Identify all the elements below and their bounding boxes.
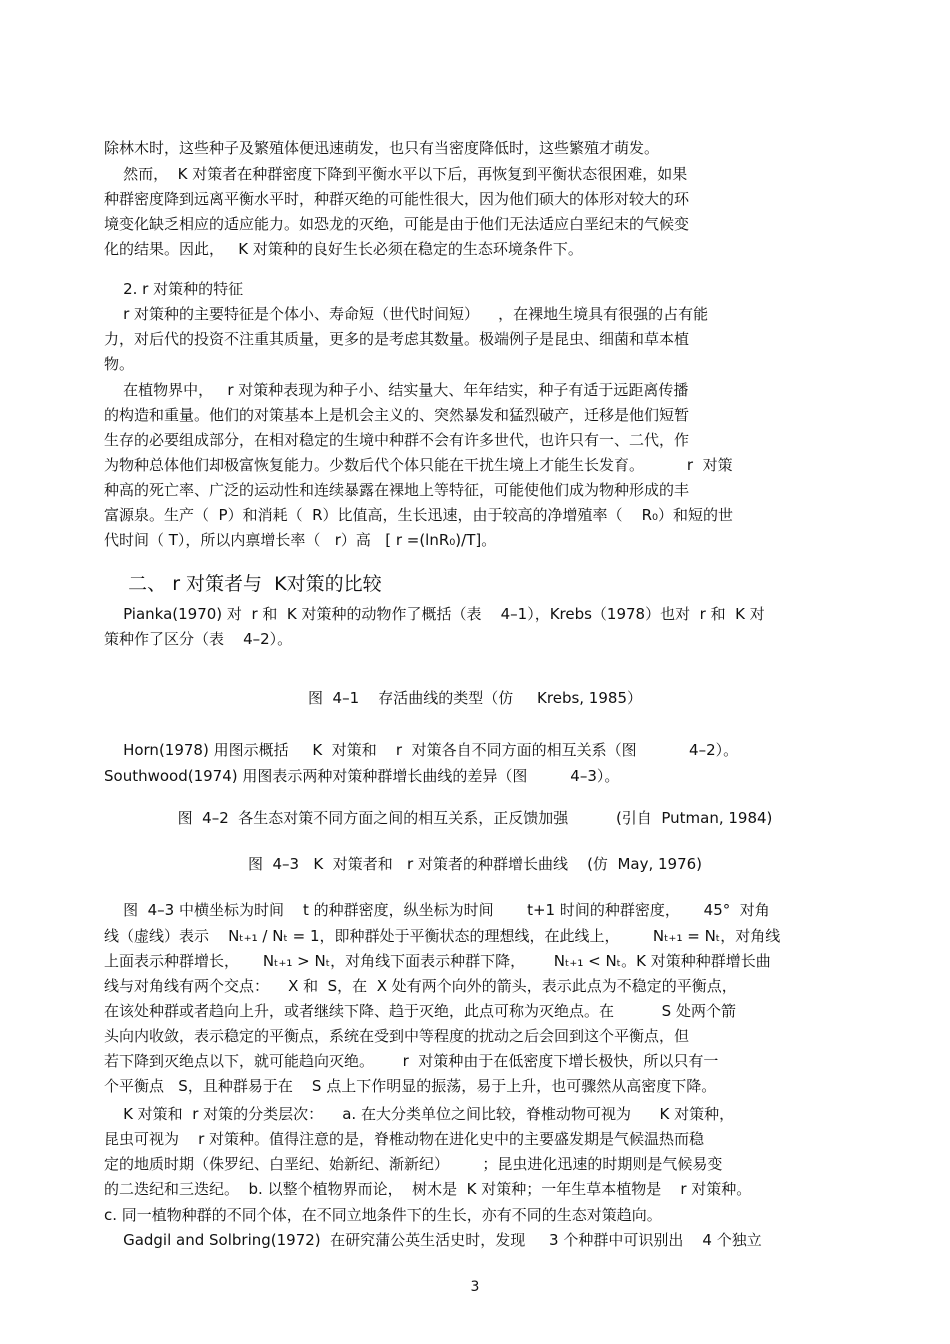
text-line: 生存的必要组成部分，在相对稳定的生境中种群不会有许多世代，也许只有一、二代，作	[104, 431, 690, 449]
text-line: 代时间（ T），所以内禀增长率（ r）高 [ r =(lnR₀)/T]。	[104, 531, 497, 549]
text-line: 线（虚线）表示 Nₜ₊₁ / Nₜ = 1，即种群处于平衡状态的理想线，在此线上， Nₜ₊₁ = Nₜ，对角线	[104, 927, 781, 945]
text-line: 的二迭纪和三迭纪。 b. 以整个植物界而论， 树木是 K 对策种；一年生草本植物是 r 对策种。	[104, 1180, 752, 1198]
text-line: 图 4–3 中横坐标为时间 t 的种群密度，纵坐标为时间 t+1 时间的种群密度， 45° 对角	[104, 901, 770, 919]
text-line: 昆虫可视为 r 对策种。值得注意的是，脊椎动物在进化史中的主要盛发期是气候温热而稳	[104, 1130, 705, 1148]
text-line: 富源泉。生产（ P）和消耗（ R）比值高，生长迅速，由于较高的净增殖率（ R₀）和短的世	[104, 506, 734, 524]
text-line: 上面表示种群增长， Nₜ₊₁ > Nₜ，对角线下面表示种群下降， Nₜ₊₁ < Nₜ。K 对策种种群增长曲	[104, 952, 771, 970]
text-line: 2. r 对策种的特征	[104, 280, 244, 298]
section-heading: 二、 r 对策者与 K对策的比较	[104, 573, 382, 595]
text-line: 线与对角线有两个交点： X 和 S，在 X 处有两个向外的箭头，表示此点为不稳定的平衡点，	[104, 977, 737, 995]
text-line: 种高的死亡率、广泛的运动性和连续暴露在裸地上等特征，可能使他们成为物种形成的丰	[104, 481, 690, 499]
text-line: 的构造和重量。他们的对策基本上是机会主义的、突然暴发和猛烈破产，迁移是他们短暂	[104, 406, 690, 424]
text-line: Pianka(1970) 对 r 和 K 对策种的动物作了概括（表 4–1），Krebs（1978）也对 r 和 K 对	[104, 605, 765, 623]
text-line: K 对策和 r 对策的分类层次： a. 在大分类单位之间比较，脊椎动物可视为 K 对策种，	[104, 1105, 735, 1123]
text-line: c. 同一植物种群的不同个体，在不同立地条件下的生长，亦有不同的生态对策趋向。	[104, 1206, 662, 1224]
text-line: Gadgil and Solbring(1972) 在研究蒲公英生活史时，发现 3 个种群中可识别出 4 个独立	[104, 1231, 762, 1249]
text-line: 力，对后代的投资不注重其质量，更多的是考虑其数量。极端例子是昆虫、细菌和草本植	[104, 330, 690, 348]
text-line: 在植物界中， r 对策种表现为种子小、结实量大、年年结实，种子有适于远距离传播	[104, 381, 689, 399]
figure-caption: 图 4–3 K 对策者和 r 对策者的种群增长曲线 (仿 May, 1976)	[247, 855, 703, 873]
text-line: 物。	[104, 355, 135, 373]
text-line: 定的地质时期（侏罗纪、白垩纪、始新纪、渐新纪） ；昆虫进化迅速的时期则是气候易变	[104, 1155, 723, 1173]
text-line: 化的结果。因此， K 对策种的良好生长必须在稳定的生态环境条件下。	[104, 240, 583, 258]
text-line: 头向内收敛，表示稳定的平衡点，系统在受到中等程度的扰动之后会回到这个平衡点，但	[104, 1027, 690, 1045]
text-line: 为物种总体他们却极富恢复能力。少数后代个体只能在干扰生境上才能生长发育。 r 对策	[104, 456, 733, 474]
figure-caption: 图 4–1 存活曲线的类型（仿 Krebs, 1985）	[308, 689, 642, 707]
text-line: Horn(1978) 用图示概括 K 对策和 r 对策各自不同方面的相互关系（图 4–2）。	[104, 741, 739, 759]
text-line: 策种作了区分（表 4–2）。	[104, 630, 293, 648]
text-line: 除林木时，这些种子及繁殖体便迅速萌发，也只有当密度降低时，这些繁殖才萌发。	[104, 139, 660, 157]
figure-caption: 图 4–2 各生态对策不同方面之间的相互关系，正反馈加强 (引自 Putman, 1984)	[177, 809, 773, 827]
text-line: 然而， K 对策者在种群密度下降到平衡水平以下后，再恢复到平衡状态很困难，如果	[104, 165, 688, 183]
page-number: 3	[470, 1279, 480, 1295]
text-line: 境变化缺乏相应的适应能力。如恐龙的灭绝，可能是由于他们无法适应白垩纪末的气候变	[104, 215, 690, 233]
text-line: Southwood(1974) 用图表示两种对策种群增长曲线的差异（图 4–3）。	[104, 767, 620, 785]
text-line: r 对策种的主要特征是个体小、寿命短（世代时间短） ，在裸地生境具有很强的占有能	[104, 305, 709, 323]
text-line: 个平衡点 S，且种群易于在 S 点上下作明显的振荡，易于上升，也可骤然从高密度下降。	[104, 1077, 717, 1095]
text-line: 若下降到灭绝点以下，就可能趋向灭绝。 r 对策种由于在低密度下增长极快，所以只有一	[104, 1052, 719, 1070]
text-line: 在该处种群或者趋向上升，或者继续下降、趋于灭绝，此点可称为灭绝点。在 S 处两个箭	[104, 1002, 736, 1020]
text-line: 种群密度降到远离平衡水平时，种群灭绝的可能性很大，因为他们硕大的体形对较大的环	[104, 190, 690, 208]
